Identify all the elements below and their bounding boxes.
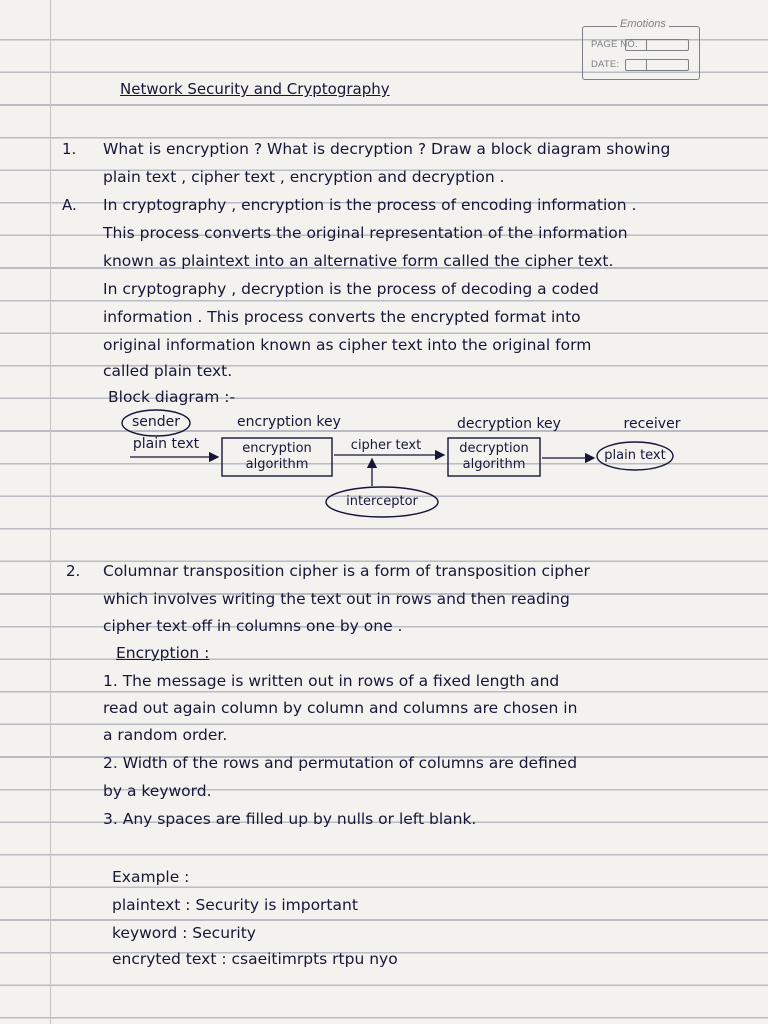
q1-answer-line: This process converts the original representation of the information <box>103 224 628 242</box>
q2-intro-line: which involves writing the text out in rows and then reading <box>103 590 570 608</box>
block-diagram <box>110 408 710 524</box>
encryption-key-label: encryption key <box>237 414 341 430</box>
q1-number: 1. <box>62 140 77 158</box>
margin-line <box>50 0 51 1024</box>
q2-point-line: 2. Width of the rows and permutation of columns are defined <box>103 754 578 772</box>
date-field <box>625 59 689 71</box>
interceptor-label: interceptor <box>346 494 418 509</box>
decryption-box-line: decryption <box>459 441 529 456</box>
page-title: Network Security and Cryptography <box>120 80 390 98</box>
notebook-brand-box <box>582 18 700 80</box>
receiver-label: receiver <box>623 416 681 432</box>
q2-point-line: 3. Any spaces are filled up by nulls or left blank. <box>103 810 477 828</box>
q1-answer-marker: A. <box>62 196 77 214</box>
plaintext-out-label: plain text <box>604 448 666 463</box>
cipher-text-label: cipher text <box>350 438 422 453</box>
q1-answer-line: In cryptography , encryption is the process of encoding information . <box>103 196 637 214</box>
q2-point-line: a random order. <box>103 726 228 744</box>
example-line: keyword : Security <box>112 924 256 942</box>
q2-point-line: read out again column by column and columns are chosen in <box>103 699 578 717</box>
decryption-key-label: decryption key <box>457 416 561 432</box>
q1-question-line: What is encryption ? What is decryption ? Draw a block diagram showing <box>103 140 671 158</box>
page-no-field <box>625 39 689 51</box>
example-line: plaintext : Security is important <box>112 896 358 914</box>
q2-intro-line: cipher text off in columns one by one . <box>103 617 403 635</box>
page-no-label: PAGE NO. <box>591 39 638 50</box>
decryption-box-line: algorithm <box>462 457 526 472</box>
example-heading: Example : <box>112 868 190 886</box>
q1-question-line: plain text , cipher text , encryption and decryption . <box>103 168 505 186</box>
example-line: encryted text : csaeitimrpts rtpu nyo <box>112 950 398 968</box>
q1-answer-line: known as plaintext into an alternative form called the cipher text. <box>103 252 614 270</box>
q1-answer-line: called plain text. <box>103 362 233 380</box>
q1-answer-line: In cryptography , decryption is the process of decoding a coded <box>103 280 599 298</box>
encryption-box-line: algorithm <box>245 457 309 472</box>
date-label: DATE: <box>591 59 620 70</box>
encryption-box-line: encryption <box>242 441 312 456</box>
plaintext-in-label: plain text <box>132 436 200 452</box>
encryption-heading: Encryption : <box>116 644 210 662</box>
q1-answer-line: original information known as cipher text into the original form <box>103 336 592 354</box>
sender-label: sender <box>131 414 181 430</box>
diagram-heading: Block diagram :- <box>108 388 236 406</box>
q2-intro-line: Columnar transposition cipher is a form of transposition cipher <box>103 562 590 580</box>
notebook-brand: Emotions <box>617 18 669 30</box>
q2-number: 2. <box>66 562 81 580</box>
q1-answer-line: information . This process converts the encrypted format into <box>103 308 581 326</box>
q2-point-line: 1. The message is written out in rows of a fixed length and <box>103 672 560 690</box>
q2-point-line: by a keyword. <box>103 782 212 800</box>
